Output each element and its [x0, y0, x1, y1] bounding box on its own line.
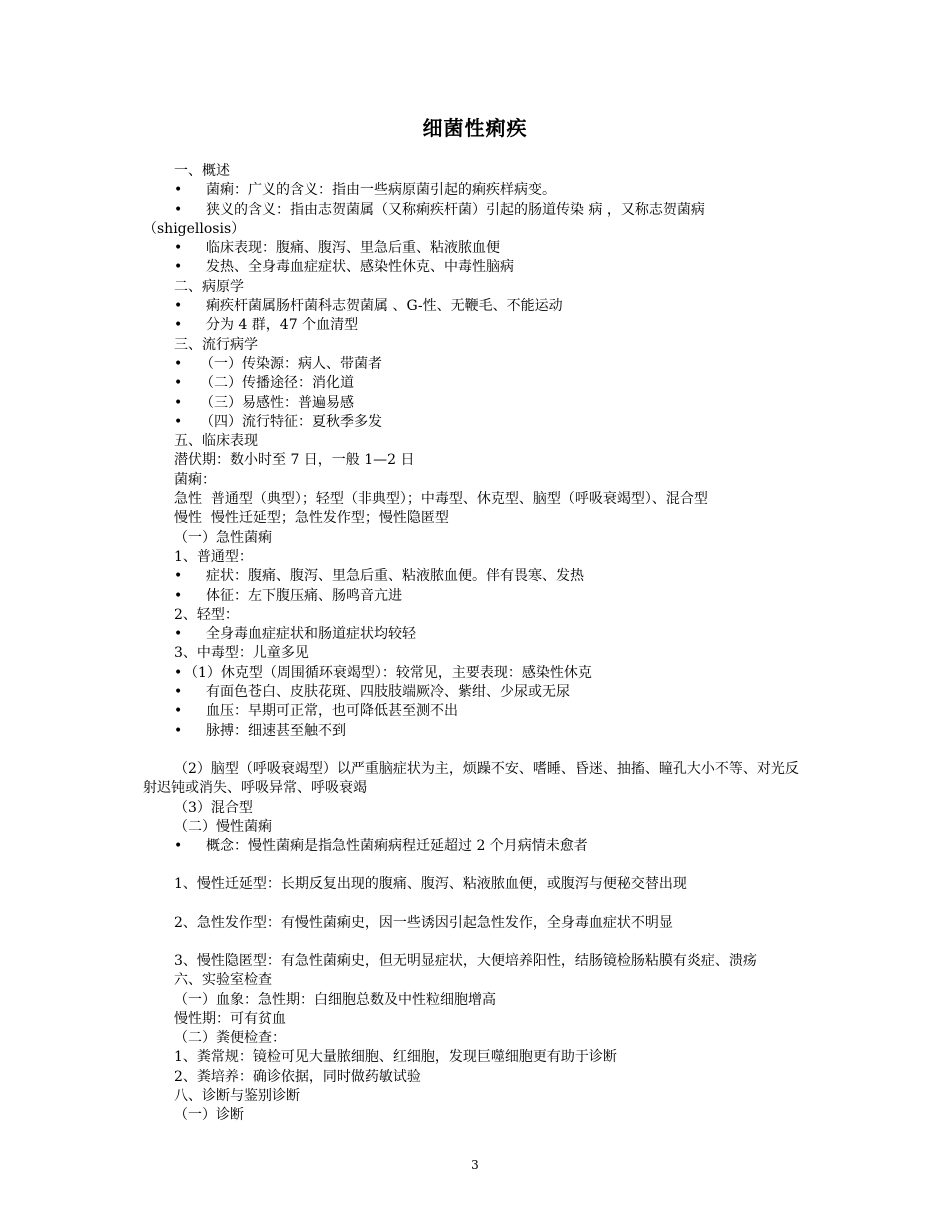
bullet: •: [174, 317, 183, 334]
text-line: 3、慢性隐匿型：有急性菌痢史，但无明显症状，大便培养阳性，结肠镜检肠粘膜有炎症、溃疡: [174, 952, 757, 969]
bullet: •: [174, 626, 183, 643]
bullet: •: [174, 240, 183, 257]
list-item: • （四）流行特征：夏秋季多发: [0, 413, 950, 432]
text-line: 2、轻型：: [174, 606, 239, 623]
list-item: • （1）休克型（周围循环衰竭型）：较常见，主要表现：感染性休克: [0, 664, 950, 683]
text-line: （一）血象：急性期：白细胞总数及中性粒细胞增高: [174, 991, 496, 1008]
list-item: • （一）传染源：病人、带菌者: [0, 355, 950, 374]
bullet: •: [174, 664, 183, 681]
bullet: •: [174, 182, 183, 199]
text-line: 慢性期：可有贫血: [174, 1010, 286, 1027]
list-item: • 体征：左下腹压痛、肠鸣音亢进: [0, 587, 950, 606]
subsection-heading: （一）诊断: [174, 1107, 244, 1124]
subsection-heading: （一）急性菌痢: [174, 529, 272, 546]
subsection-heading: （二）粪便检查：: [174, 1030, 286, 1047]
bullet: •: [174, 375, 183, 392]
list-item: • 症状：腹痛、腹泻、里急后重、粘液脓血便。伴有畏寒、发热: [0, 567, 950, 586]
text-line: 慢性 慢性迁延型；急性发作型；慢性隐匿型: [174, 510, 449, 527]
list-item: • 血压：早期可正常，也可降低甚至测不出: [0, 702, 950, 721]
bullet: •: [174, 298, 183, 315]
section-heading: 五、临床表现: [174, 433, 258, 450]
list-item: • 全身毒血症症状和肠道症状均较轻: [0, 625, 950, 644]
bullet: •: [174, 201, 183, 218]
list-item: • 菌痢：广义的含义：指由一些病原菌引起的痢疾样病变。: [0, 181, 950, 200]
bullet: •: [174, 413, 183, 430]
text-line: 3、中毒型：儿童多见: [174, 645, 309, 662]
list-item: • （三）易感性：普遍易感: [0, 394, 950, 413]
spacer: [0, 895, 950, 914]
section-heading: 八、诊断与鉴别诊断: [174, 1088, 300, 1105]
subsection-heading: （二）慢性菌痢: [174, 818, 272, 835]
text-line: 2、急性发作型：有慢性菌痢史，因一些诱因引起急性发作，全身毒血症状不明显: [174, 914, 673, 931]
paragraph: （2）脑型（呼吸衰竭型）以严重脑症状为主，烦躁不安、嗜睡、昏迷、抽搐、瞳孔大小不等、对光反射迟钝或消失、呼吸异常、呼吸衰竭: [143, 760, 799, 797]
bullet: •: [174, 259, 183, 276]
spacer: [0, 933, 950, 952]
bullet: •: [174, 355, 183, 372]
text-line: 1、粪常规：镜检可见大量脓细胞、红细胞，发现巨噬细胞更有助于诊断: [174, 1049, 617, 1066]
list-item: • （二）传播途径：消化道: [0, 374, 950, 393]
list-item: • 痢疾杆菌属肠杆菌科志贺菌属 、G-性、无鞭毛、不能运动: [0, 297, 950, 316]
text-line: 1、慢性迁延型：长期反复出现的腹痛、腹泻、粘液脓血便，或腹泻与便秘交替出现: [174, 876, 687, 893]
section-heading: 一、概述: [174, 163, 230, 179]
list-item-continuation: （shigellosis）: [143, 220, 246, 237]
text-line: 1、普通型：: [174, 548, 253, 565]
list-item: • 发热、全身毒血症症状、感染性休克、中毒性脑病: [0, 258, 950, 277]
spacer: [0, 856, 950, 875]
bullet: •: [174, 684, 183, 701]
section-heading: 三、流行病学: [174, 336, 258, 353]
bullet: •: [174, 394, 183, 411]
section-heading: 六、实验室检查: [174, 972, 272, 989]
bullet: •: [174, 838, 183, 855]
document-body: [0, 162, 950, 1126]
text-line: 潜伏期：数小时至 7 日，一般 1—2 日: [174, 452, 415, 469]
text-line: （3）混合型: [174, 799, 253, 816]
list-item: • 狭义的含义：指由志贺菌属（又称痢疾杆菌）引起的肠道传染 病 ，又称志贺菌病: [0, 201, 950, 220]
spacer: [0, 741, 950, 760]
section-heading: 二、病原学: [174, 278, 244, 295]
bullet: •: [174, 703, 183, 720]
document-title: 细菌性痢疾: [422, 116, 528, 140]
list-item: • 脉搏：细速甚至触不到: [0, 722, 950, 741]
bullet: •: [174, 568, 183, 585]
text-line: 菌痢：: [174, 471, 216, 488]
page-number: 3: [471, 1158, 479, 1172]
list-item: • 概念：慢性菌痢是指急性菌痢病程迁延超过 2 个月病情未愈者: [0, 837, 950, 856]
list-item: • 临床表现：腹痛、腹泻、里急后重、粘液脓血便: [0, 239, 950, 258]
list-item: • 分为 4 群，47 个血清型: [0, 316, 950, 335]
list-item: • 有面色苍白、皮肤花斑、四肢肢端厥冷、紫绀、少尿或无尿: [0, 683, 950, 702]
text-line: 2、粪培养：确诊依据，同时做药敏试验: [174, 1068, 421, 1085]
text-line: 急性 普通型（典型）；轻型（非典型）；中毒型、休克型、脑型（呼吸衰竭型）、混合型: [174, 491, 708, 508]
bullet: •: [174, 722, 183, 739]
bullet: •: [174, 587, 183, 604]
